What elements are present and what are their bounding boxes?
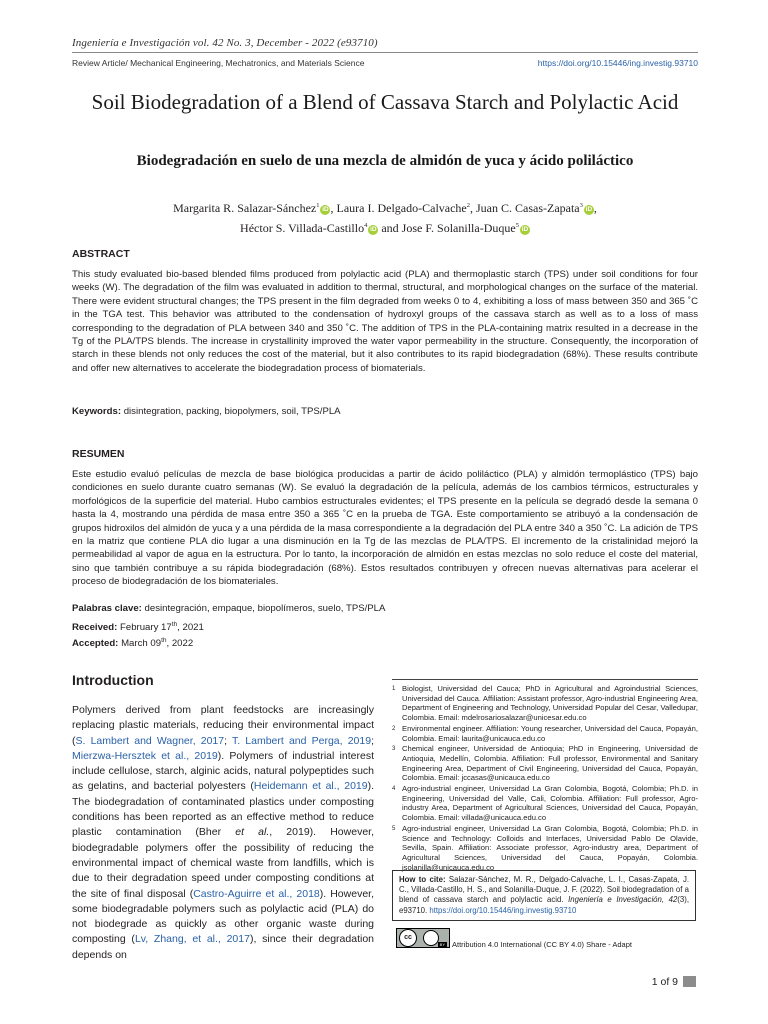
- author-4: Héctor S. Villada-Castillo$^4$: [240, 221, 368, 235]
- citation-link[interactable]: Mierzwa-Hersztek et al., 2019: [72, 749, 218, 762]
- orcid-icon[interactable]: iD: [521, 226, 529, 233]
- page-number: 1 of 9: [651, 976, 678, 988]
- footnote: 2 Environmental engineer. Affiliation: Young researcher, Universidad del Cauca, Popayán, Colombia. Email: laurita@unicauca.edu.co: [392, 723, 698, 743]
- how-to-cite-box: How to cite: Salazar-Sánchez, M. R., Delgado-Calvache, L. I., Casas-Zapata, J. C., Villada-Castillo, H. S., and Solanilla-Duque, J. F. (2022). Soil biodegradation of a blend of cassava starch and polylactic acid. Ingeniería e Investigación, 42(3), e93710. https://doi.org/10.15446/ing.investig.93710: [392, 870, 696, 921]
- citation-link[interactable]: S. Lambert and Wagner, 2017: [75, 734, 225, 747]
- license-text: Attribution 4.0 International (CC BY 4.0) Share - Adapt: [452, 940, 632, 949]
- doi-link[interactable]: https://doi.org/10.15446/ing.investig.93710: [537, 58, 698, 68]
- article-type: Review Article/ Mechanical Engineering, Mechatronics, and Materials Science: [72, 58, 365, 68]
- footnote-rule: [392, 679, 698, 680]
- author-5: Jose F. Solanilla-Duque$^5$: [401, 221, 519, 235]
- introduction-text: Polymers derived from plant feedstocks are increasingly replacing plastic materials, reducing their environmental impact (S. Lambert and Wagner, 2017; T. Lambert and Perga, 2019; Mierzwa-Hersztek et al., 2019). Polymers of industrial interest include cellulose, starch, alginic acids, natural polypeptides such as gelatins, and bacterial polyesters (Heidemann et al., 2019). The biodegradation of contaminated plastics under composting conditions has been reported as an effective method to reduce plastic contamination (Bher et al., 2019). However, biodegradable polymers offer the possibility of reducing the environmental impact of chemical waste from landfills, which is due to their degradation speed under composting conditions at the site of final disposal (Castro-Aguirre et al., 2018). However, some biodegradable polymers such as polylactic acid (PLA) do not biodegrade as quickly as other organic waste during composting (Lv, Zhang, et al., 2017), since their degradation depends on: [72, 704, 375, 961]
- citation-link[interactable]: Castro-Aguirre et al., 2018: [193, 887, 320, 900]
- author-2: Laura I. Delgado-Calvache$^2$: [336, 201, 470, 215]
- abstract-heading: ABSTRACT: [72, 248, 130, 260]
- accepted-date: Accepted: March 09th, 2022: [72, 637, 194, 650]
- cc-license-badge[interactable]: [396, 928, 450, 948]
- citation-link[interactable]: Lv, Zhang, et al., 2017: [134, 933, 250, 946]
- resumen-keywords: Palabras clave: desintegración, empaque, biopolímeros, suelo, TPS/PLA: [72, 603, 386, 614]
- author-1: Margarita R. Salazar-Sánchez$^1$: [173, 201, 320, 215]
- citation-link[interactable]: T. Lambert and Perga, 2019: [231, 734, 372, 747]
- citation-link[interactable]: Heidemann et al., 2019: [253, 780, 368, 793]
- resumen-heading: RESUMEN: [72, 448, 125, 460]
- author-footnotes: [392, 684, 698, 873]
- resumen-text: Este estudio evaluó películas de mezcla de base biológica producidas a partir de ácido poliláctico (PLA) y almidón termoplástico (TPS) bajo condiciones en suelo durante cuatro semanas (W). Se evaluó la degradación de la película, además de los cambios térmicos, estructurales y morfológicos de la superficie del material. Hubo cambios estructurales evidentes; el TPS presente en la película se degradó desde la semana 0 hasta la 4, mostrando una pérdida de masa entre 350 a 365 ˚C en la prueba de TGA. Este comportamiento se atribuyó a la condensación de grupos hidroxilos del almidón de yuca y a una pérdida de la masa correspondiente a la degradación del PLA entre 340 a 350 ˚C. La adición de TPS en la matriz que contiene PLA dio lugar a una disminución en la Tg de las mezclas de PLA/TPS. El incremento de la cristalinidad mejoró la permeabilidad al vapor de agua en la estructura. Por lo tanto, la incorporación de almidón en estas mezclas no solo reduce el coste del material, sino que también contribuye a su rápida biodegradación (68%). Estos resultados contribuyen y ofrecen nuevas alternativas para acelerar el proceso de biodegradación de los biomateriales.: [72, 469, 698, 588]
- header-rule: [72, 52, 698, 53]
- received-date: Received: February 17th, 2021: [72, 621, 204, 634]
- orcid-icon[interactable]: iD: [322, 206, 329, 213]
- abstract-text: This study evaluated bio-based blended films produced from polylactic acid (PLA) and thermoplastic starch (TPS) under soil conditions for four weeks (W). The degradation of the film was evaluated in addition to thermal, structural, and morphological changes on the surface of the material. There were evident structural changes; the TPS present in the film degraded from weeks 0 to 4, exhibiting a loss of mass between 350 and 365 ˚C in the TGA test. This behavior was attributed to the condensation of hydroxyl groups of the cassava starch as well as to a loss of mass corresponding to the degradation of PLA between 340 and 350 ˚C. The addition of TPS in the PLA-containing matrix resulted in a decrease in the Tg of the PLA/TPS blends. The increase in crystallinity improved the water vapor permeability in the structure. Consequently, the incorporation of starch in these blends not only reduces the cost of the material, but it also contributes to its rapid biodegradation (68%). These results contribute and offer new alternatives to accelerate the biodegradation process of biomaterials.: [72, 269, 698, 374]
- footnote: 5 Agro-industrial engineer, Universidad La Gran Colombia, Bogotá, Colombia; Ph.D. in Science and Technology: Colloids and Interfaces, Universidad Pablo De Olavide, Sevilla, Spain. Affiliation: Associate professor, Agro-industry area, Department of Agricultural Sciences, Universidad del Cauca, Popayán, Colombia. jsolanilla@unicauca.edu.co: [392, 823, 698, 872]
- footnote: 1 Biologist, Universidad del Cauca; PhD in Agricultural and Agroindustrial Sciences, Universidad del Cauca. Affiliation: Assistant professor, Agro-industrial Engineering Area, Department of Engineering and Technology, Universidad Popular del Cesar, Valledupar, Colombia. Email: mdelrosariosalazar@unicesar.edu.co: [392, 684, 698, 723]
- by-icon: [423, 930, 439, 946]
- citation-doi-link[interactable]: https://doi.org/10.15446/ing.investig.93710: [429, 905, 577, 915]
- article-subtitle: Biodegradación en suelo de una mezcla de almidón de yuca y ácido poliláctico: [136, 153, 634, 169]
- author-list: Margarita R. Salazar-Sánchez$^1$iD , Laura I. Delgado-Calvache$^2$, Juan C. Casas-Zapata$^3$iD , Héctor S. Villada-Castillo$^4$iD and Jose F. Solanilla-Duque$^5$iD: [173, 201, 597, 235]
- author-3: Juan C. Casas-Zapata$^3$: [476, 201, 583, 215]
- by-label: BY: [439, 942, 445, 947]
- orcid-icon[interactable]: iD: [370, 226, 377, 233]
- abstract-keywords: Keywords: disintegration, packing, biopolymers, soil, TPS/PLA: [72, 406, 341, 417]
- journal-header: Ingeniería e Investigación vol. 42 No. 3, December - 2022 (e93710): [72, 37, 378, 49]
- footnote: 3 Chemical engineer, Universidad de Antioquia; PhD in Engineering, Universidad de Antioquia, Medellín, Colombia. Affiliation: Full professor, Environmental and Sanitary Engineering Area, Department of Civil Engineering, Universidad del Cauca, Popayán, Colombia. Email: jccasas@unicauca.edu.co: [392, 744, 698, 783]
- introduction-heading: Introduction: [72, 672, 154, 688]
- cc-icon: cc: [399, 929, 417, 947]
- page-marker: [683, 976, 696, 987]
- orcid-icon[interactable]: iD: [585, 206, 593, 213]
- article-title: Soil Biodegradation of a Blend of Cassava Starch and Polylactic Acid: [91, 90, 679, 114]
- footnote: 4 Agro-industrial engineer, Universidad La Gran Colombia, Bogotá, Colombia; Ph.D. in Engineering, Universidad del Valle, Cali, Colombia. Affiliation: Full professor, Agro-industry Area, Department of Agricultural Sciences, Universidad del Cauca, Popayán, Colombia. Email: villada@unicauca.edu.co: [392, 784, 698, 823]
